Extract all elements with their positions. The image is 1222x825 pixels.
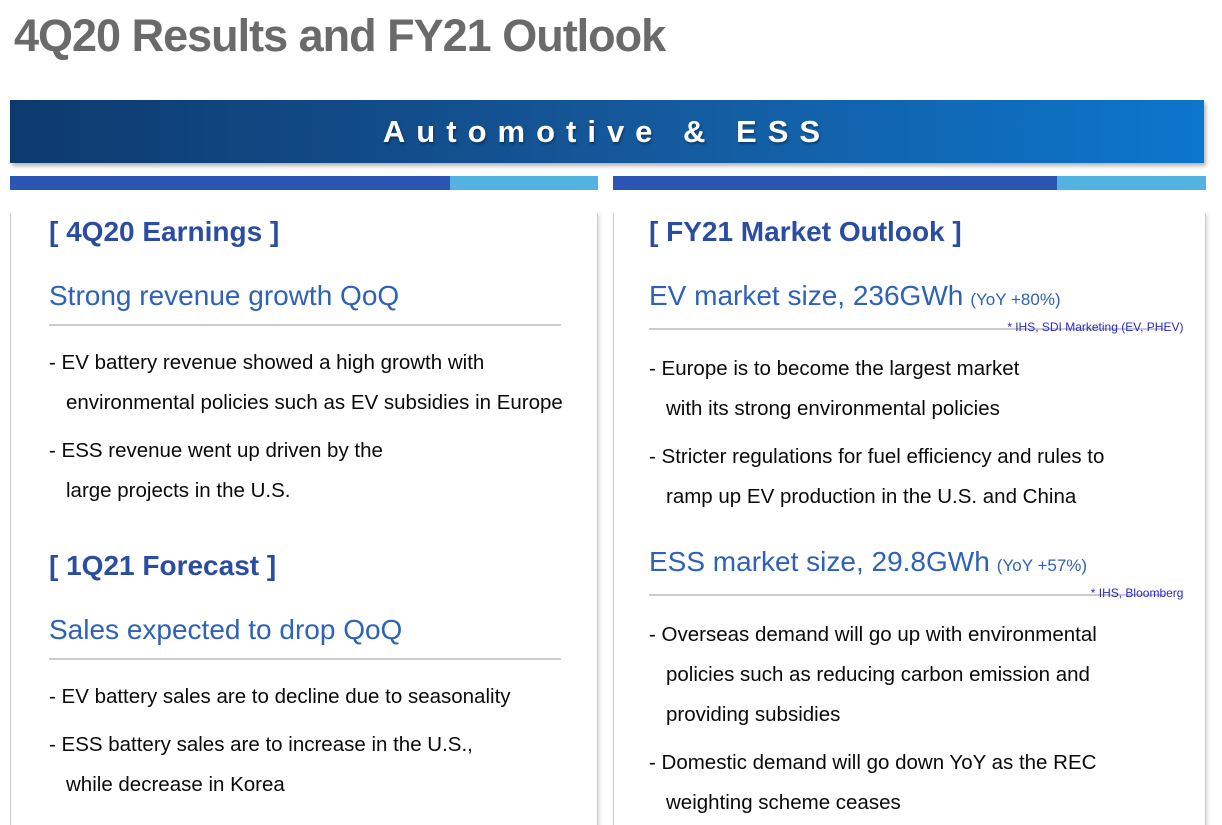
page-title: 4Q20 Results and FY21 Outlook (14, 10, 666, 61)
bullet-line: with its strong environmental policies (666, 397, 1000, 420)
bullet-line: - Europe is to become the largest market (649, 357, 1020, 380)
divider (649, 586, 1184, 600)
bullet-line: - EV battery sales are to decline due to seasonality (49, 685, 511, 708)
source-footnote: * IHS, Bloomberg (1090, 586, 1184, 600)
bullet-item (49, 343, 561, 423)
right-panel-body (613, 213, 1206, 825)
bullet-item (49, 725, 561, 805)
yoy-suffix: (YoY +80%) (970, 290, 1061, 309)
bullet-line: weighting scheme ceases (666, 791, 901, 814)
section-banner (10, 100, 1204, 163)
left-panel-body (10, 213, 598, 825)
bullet-list (49, 343, 561, 511)
bullet-line: providing subsidies (666, 703, 841, 726)
bullet-line: - Stricter regulations for fuel efficiency and rules to (649, 445, 1105, 468)
bullet-line: large projects in the U.S. (66, 479, 291, 502)
ev-market-size-subheading (649, 277, 1187, 319)
bullet-item (649, 349, 1187, 429)
bullet-line: - EV battery revenue showed a high growth with (49, 351, 485, 374)
section-heading-fy21-market-outlook: [ FY21 Market Outlook ] (649, 216, 962, 247)
bullet-item (49, 677, 561, 717)
divider (649, 320, 1184, 334)
bullet-list (49, 677, 561, 805)
bullet-line: while decrease in Korea (66, 773, 285, 796)
bar-segment-primary (10, 176, 450, 190)
section-heading-1q21-forecast: [ 1Q21 Forecast ] (49, 550, 277, 581)
bullet-item (649, 437, 1187, 517)
banner-label: Automotive & ESS (382, 113, 832, 149)
section-subheading: Sales expected to drop QoQ (49, 614, 403, 645)
bullet-line: - Domestic demand will go down YoY as the REC (649, 751, 1097, 774)
bullet-item (649, 743, 1187, 823)
left-panel (10, 176, 598, 825)
panel-accent-bar (10, 176, 598, 190)
bullet-line: - ESS revenue went up driven by the (49, 439, 383, 462)
bar-segment-primary (613, 176, 1057, 190)
divider (49, 324, 561, 326)
bullet-line: environmental policies such as EV subsidies in Europe (66, 391, 563, 414)
bar-segment-light (450, 176, 598, 190)
bullet-line: - ESS battery sales are to increase in the U.S., (49, 733, 473, 756)
bullet-item (49, 431, 561, 511)
bullet-line: - Overseas demand will go up with environmental (649, 623, 1097, 646)
bullet-line: policies such as reducing carbon emission and (666, 663, 1090, 686)
bullet-line: ramp up EV production in the U.S. and China (666, 485, 1077, 508)
right-panel (613, 176, 1206, 825)
yoy-suffix: (YoY +57%) (996, 556, 1088, 575)
panel-accent-bar (613, 176, 1206, 190)
section-heading-4q20-earnings: [ 4Q20 Earnings ] (49, 216, 280, 247)
bar-segment-light (1057, 176, 1206, 190)
divider (49, 658, 561, 660)
bullet-item (649, 615, 1187, 735)
section-subheading: Strong revenue growth QoQ (49, 280, 400, 311)
subheading-text: EV market size, 236GWh (649, 280, 964, 311)
bullet-list (649, 349, 1187, 517)
source-footnote: * IHS, SDI Marketing (EV, PHEV) (1007, 320, 1184, 334)
ess-market-size-subheading (649, 543, 1187, 585)
bullet-list (649, 615, 1187, 823)
subheading-text: ESS market size, 29.8GWh (649, 546, 990, 577)
